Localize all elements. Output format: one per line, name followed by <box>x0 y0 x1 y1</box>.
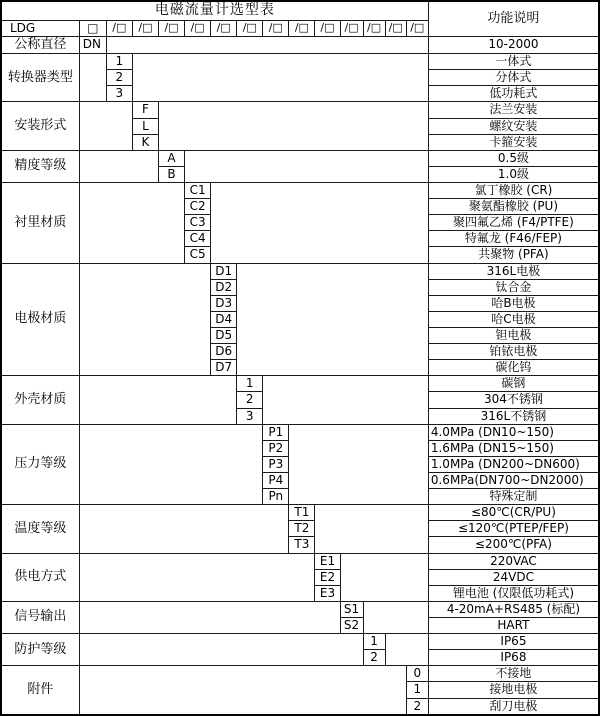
option-code: A <box>158 150 184 166</box>
option-code: D3 <box>211 295 237 311</box>
option-code: T3 <box>289 537 315 553</box>
option-code: D6 <box>211 344 237 360</box>
option-code: D4 <box>211 311 237 327</box>
model-slot-box: /□ <box>340 20 363 36</box>
option-row <box>1 183 599 199</box>
section-label: 外壳材质 <box>1 376 79 424</box>
option-code: K <box>132 134 158 150</box>
option-code: E2 <box>315 569 340 585</box>
model-slot-box: /□ <box>158 20 184 36</box>
option-code: C1 <box>185 183 211 199</box>
option-desc: HART <box>428 617 599 633</box>
option-desc: 氯丁橡胶 (CR) <box>428 183 599 199</box>
model-slot-box: /□ <box>211 20 237 36</box>
spacer-cell <box>79 150 158 182</box>
model-slot-box: /□ <box>106 20 132 36</box>
option-row <box>1 634 599 650</box>
option-desc: 碳化钨 <box>428 360 599 376</box>
option-code: DN <box>79 36 106 53</box>
option-code: D2 <box>211 279 237 295</box>
option-code: D1 <box>211 263 237 279</box>
model-slot-box: /□ <box>237 20 263 36</box>
option-row <box>1 553 599 569</box>
model-slot-box: /□ <box>363 20 385 36</box>
model-slot-box: /□ <box>132 20 158 36</box>
option-code: 1 <box>363 634 385 650</box>
option-code: 3 <box>106 86 132 102</box>
option-row <box>1 150 599 166</box>
section-label: 供电方式 <box>1 553 79 601</box>
section-label: 精度等级 <box>1 150 79 182</box>
option-code: S2 <box>340 617 363 633</box>
model-digit-box: □ <box>79 20 106 36</box>
spacer-cell <box>79 601 340 633</box>
model-slot-box: /□ <box>406 20 428 36</box>
option-desc: 低功耗式 <box>428 86 599 102</box>
spacer-cell <box>340 553 428 601</box>
spacer-cell <box>263 376 429 424</box>
section-label: 安装形式 <box>1 102 79 150</box>
option-desc: 锂电池 (仅限低功耗式) <box>428 585 599 601</box>
option-desc: 聚氨酯橡胶 (PU) <box>428 199 599 215</box>
spacer-cell <box>237 263 429 376</box>
option-desc: 接地电极 <box>428 682 599 698</box>
section-label: 压力等级 <box>1 424 79 505</box>
option-code: 2 <box>237 392 263 408</box>
option-desc: 共聚物 (PFA) <box>428 247 599 263</box>
spacer-cell <box>315 505 428 553</box>
spacer-cell <box>79 424 263 505</box>
option-row <box>1 102 599 118</box>
option-desc: ≤80℃(CR/PU) <box>428 505 599 521</box>
option-row <box>1 424 599 440</box>
option-desc: 4-20mA+RS485 (标配) <box>428 601 599 617</box>
model-slot-box: /□ <box>385 20 406 36</box>
option-code: 3 <box>237 408 263 424</box>
title-row <box>1 1 599 20</box>
spacer-cell <box>158 102 428 150</box>
spacer-cell <box>79 183 184 264</box>
option-desc: 0.6MPa(DN700~DN2000) <box>428 473 599 489</box>
spacer-cell <box>79 505 289 553</box>
diameter-row <box>1 36 599 53</box>
option-code: P2 <box>263 440 289 456</box>
spacer-cell <box>79 553 315 601</box>
option-code: C2 <box>185 199 211 215</box>
model-prefix: LDG <box>1 20 79 36</box>
option-code: E1 <box>315 553 340 569</box>
option-code: 0 <box>406 666 428 682</box>
model-slot-box: /□ <box>289 20 315 36</box>
section-label: 防护等级 <box>1 634 79 666</box>
model-slot-box: /□ <box>263 20 289 36</box>
option-code: D7 <box>211 360 237 376</box>
option-desc: 特氟龙 (F46/FEP) <box>428 231 599 247</box>
option-desc: 1.6MPa (DN15~150) <box>428 440 599 456</box>
option-row <box>1 376 599 392</box>
spacer-cell <box>79 666 406 715</box>
option-code: C3 <box>185 215 211 231</box>
spacer-cell <box>363 601 428 633</box>
option-code: 1 <box>406 682 428 698</box>
spacer-cell <box>385 634 428 666</box>
option-desc: 哈B电极 <box>428 295 599 311</box>
option-code: C5 <box>185 247 211 263</box>
option-desc: 钛合金 <box>428 279 599 295</box>
option-desc: 哈C电极 <box>428 311 599 327</box>
option-code: D5 <box>211 328 237 344</box>
section-label: 电极材质 <box>1 263 79 376</box>
option-desc: 刮刀电极 <box>428 698 599 715</box>
option-code: 2 <box>406 698 428 715</box>
option-desc: 碳钢 <box>428 376 599 392</box>
option-code: B <box>158 166 184 182</box>
model-slot-box: /□ <box>185 20 211 36</box>
section-label: 衬里材质 <box>1 183 79 264</box>
option-desc: 不接地 <box>428 666 599 682</box>
option-code: 1 <box>237 376 263 392</box>
option-code: L <box>132 118 158 134</box>
option-desc: 0.5级 <box>428 150 599 166</box>
option-row <box>1 263 599 279</box>
spacer-cell <box>211 183 429 264</box>
option-desc: 10-2000 <box>428 36 599 53</box>
option-code: F <box>132 102 158 118</box>
option-desc: 聚四氟乙烯 (F4/PTFE) <box>428 215 599 231</box>
option-desc: 卡箍安装 <box>428 134 599 150</box>
section-label: 转换器类型 <box>1 54 79 102</box>
option-desc: 特殊定制 <box>428 489 599 505</box>
spacer-cell <box>106 36 428 53</box>
option-desc: 分体式 <box>428 70 599 86</box>
spacer-cell <box>79 634 363 666</box>
option-code: P4 <box>263 473 289 489</box>
option-code: P3 <box>263 456 289 472</box>
option-desc: 螺纹安装 <box>428 118 599 134</box>
option-code: 1 <box>106 54 132 70</box>
option-desc: 24VDC <box>428 569 599 585</box>
option-desc: ≤120℃(PTEP/FEP) <box>428 521 599 537</box>
spacer-cell <box>289 424 429 505</box>
option-desc: 一体式 <box>428 54 599 70</box>
option-code: 2 <box>106 70 132 86</box>
option-code: 2 <box>363 650 385 666</box>
option-desc: 4.0MPa (DN10~150) <box>428 424 599 440</box>
table-title: 电磁流量计选型表 <box>1 1 428 20</box>
option-code: Pn <box>263 489 289 505</box>
option-desc: 316L电极 <box>428 263 599 279</box>
option-row <box>1 54 599 70</box>
option-desc: ≤200℃(PFA) <box>428 537 599 553</box>
section-label: 公称直径 <box>1 36 79 53</box>
spacer-cell <box>132 54 428 102</box>
option-code: E3 <box>315 585 340 601</box>
section-label: 附件 <box>1 666 79 715</box>
spacer-cell <box>79 102 132 150</box>
option-desc: 220VAC <box>428 553 599 569</box>
option-desc: 铂铱电极 <box>428 344 599 360</box>
option-desc: 钽电极 <box>428 328 599 344</box>
option-code: P1 <box>263 424 289 440</box>
option-row <box>1 666 599 682</box>
option-code: T1 <box>289 505 315 521</box>
option-code: C4 <box>185 231 211 247</box>
spacer-cell <box>79 376 236 424</box>
option-code: S1 <box>340 601 363 617</box>
option-code: T2 <box>289 521 315 537</box>
spacer-cell <box>185 150 429 182</box>
model-slot-box: /□ <box>315 20 340 36</box>
section-label: 温度等级 <box>1 505 79 553</box>
option-desc: 304不锈钢 <box>428 392 599 408</box>
option-row <box>1 505 599 521</box>
option-row <box>1 601 599 617</box>
option-desc: IP65 <box>428 634 599 650</box>
option-desc: IP68 <box>428 650 599 666</box>
option-desc: 1.0级 <box>428 166 599 182</box>
function-column-header: 功能说明 <box>428 1 599 36</box>
spacer-cell <box>79 54 106 102</box>
spacer-cell <box>79 263 210 376</box>
section-label: 信号输出 <box>1 601 79 633</box>
option-desc: 1.0MPa (DN200~DN600) <box>428 456 599 472</box>
option-desc: 316L不锈钢 <box>428 408 599 424</box>
option-desc: 法兰安装 <box>428 102 599 118</box>
